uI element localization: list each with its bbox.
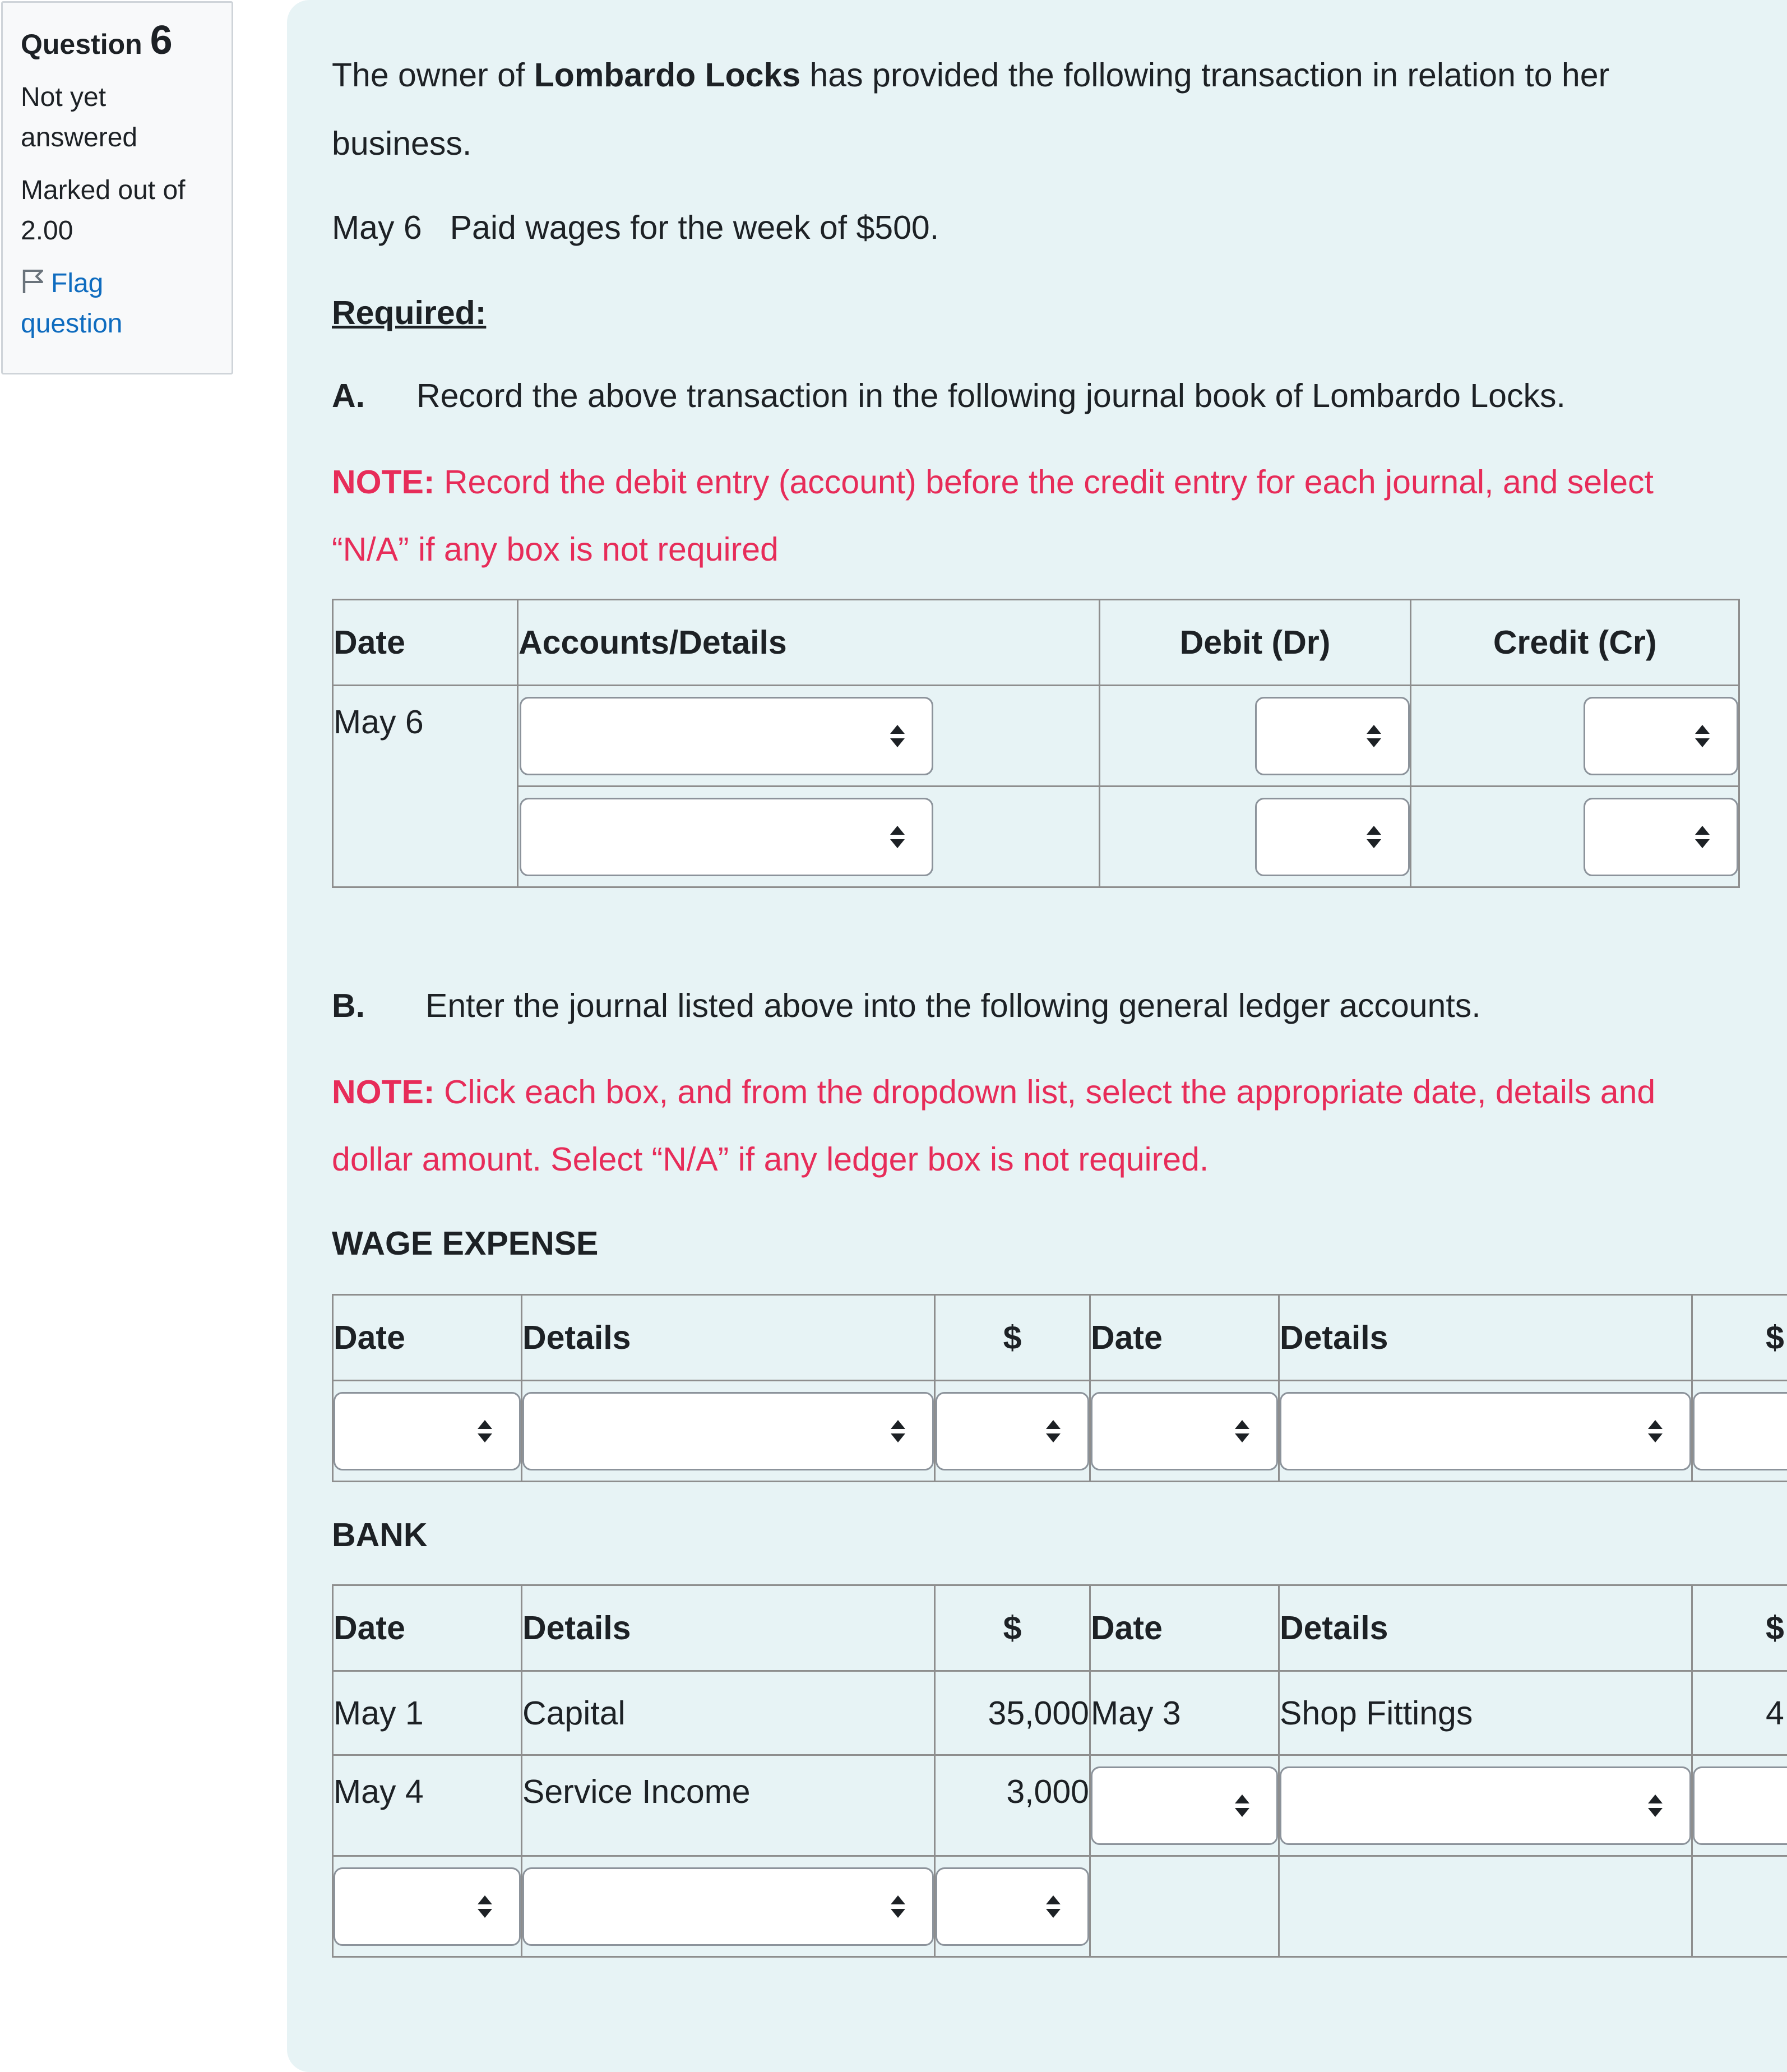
table-row bbox=[333, 1755, 1787, 1856]
journal-debit-select-1[interactable] bbox=[1255, 697, 1410, 775]
bank-header-date-right: Date bbox=[1090, 1585, 1279, 1671]
table-row bbox=[333, 1856, 1787, 1957]
bank-header-amount-right: $ bbox=[1692, 1585, 1787, 1671]
journal-table bbox=[332, 599, 1740, 888]
bank-header-details-right: Details bbox=[1279, 1585, 1692, 1671]
wage-expense-title: WAGE EXPENSE bbox=[332, 1225, 599, 1262]
part-a-note-line2: “N/A” if any box is not required bbox=[332, 531, 779, 568]
journal-account-select-2[interactable] bbox=[520, 798, 933, 876]
question-state: Not yet answered bbox=[21, 82, 138, 153]
select-arrows-icon bbox=[890, 1419, 906, 1444]
bank-row1-amount: 35,000 bbox=[935, 1671, 1090, 1755]
bank-row1-details: Capital bbox=[522, 1671, 935, 1755]
bank-row3-details-select[interactable] bbox=[522, 1867, 934, 1946]
part-b-note-line1: NOTE: Click each box, and from the dropdown list, select the appropriate date, details and bbox=[332, 1074, 1656, 1111]
question-info-panel bbox=[1, 1, 233, 374]
bank-row1-right-details: Shop Fittings bbox=[1279, 1671, 1692, 1755]
bank-header-date-left: Date bbox=[333, 1585, 522, 1671]
bank-row1-date: May 1 bbox=[333, 1671, 522, 1755]
bank-row3-amount-select[interactable] bbox=[936, 1867, 1089, 1946]
journal-header-debit: Debit (Dr) bbox=[1099, 600, 1411, 686]
select-arrows-icon bbox=[476, 1419, 493, 1444]
journal-header-accounts: Accounts/Details bbox=[518, 600, 1100, 686]
question-number: Question 6 bbox=[21, 18, 173, 63]
bank-row2-amount: 3,000 bbox=[935, 1755, 1090, 1856]
select-arrows-icon bbox=[1694, 724, 1711, 748]
intro-line1: The owner of Lombardo Locks has provided the following transaction in relation to her bbox=[332, 57, 1610, 94]
bank-row2-right-details-select[interactable] bbox=[1280, 1766, 1691, 1845]
bank-row3-right-details-empty bbox=[1279, 1856, 1692, 1957]
wage-amount-select-right[interactable] bbox=[1693, 1392, 1787, 1470]
journal-row-date: May 6 bbox=[333, 686, 518, 887]
journal-header-date: Date bbox=[333, 600, 518, 686]
bank-row3-right-amount-empty bbox=[1692, 1856, 1787, 1957]
journal-credit-select-1[interactable] bbox=[1584, 697, 1738, 775]
bank-row3-right-date-empty bbox=[1090, 1856, 1279, 1957]
select-arrows-icon bbox=[890, 1894, 906, 1919]
bank-row2-date: May 4 bbox=[333, 1755, 522, 1856]
question-grade: Marked out of 2.00 bbox=[21, 175, 186, 246]
bank-header-amount-left: $ bbox=[935, 1585, 1090, 1671]
select-arrows-icon bbox=[1694, 825, 1711, 849]
journal-account-select-1[interactable] bbox=[520, 697, 933, 775]
select-arrows-icon bbox=[1234, 1793, 1251, 1818]
wage-date-select-right[interactable] bbox=[1091, 1392, 1278, 1470]
flag-icon bbox=[21, 267, 45, 294]
flag-question-link[interactable]: Flag question bbox=[21, 269, 123, 339]
wage-header-details-right: Details bbox=[1279, 1295, 1692, 1381]
wage-header-amount-right: $ bbox=[1692, 1295, 1787, 1381]
select-arrows-icon bbox=[1365, 724, 1382, 748]
wage-details-select-left[interactable] bbox=[522, 1392, 934, 1470]
wage-details-select-right[interactable] bbox=[1280, 1392, 1691, 1470]
question-content bbox=[287, 0, 1787, 2072]
part-b-note-line2: dollar amount. Select “N/A” if any ledger box is not required. bbox=[332, 1141, 1209, 1178]
wage-header-details-left: Details bbox=[522, 1295, 935, 1381]
part-b-instruction: B. Enter the journal listed above into the following general ledger accounts. bbox=[332, 987, 1481, 1024]
bank-ledger bbox=[332, 1584, 1787, 1958]
journal-credit-select-2[interactable] bbox=[1584, 798, 1738, 876]
select-arrows-icon bbox=[1365, 825, 1382, 849]
select-arrows-icon bbox=[1647, 1793, 1664, 1818]
bank-title: BANK bbox=[332, 1516, 428, 1553]
part-a-instruction: A. Record the above transaction in the following journal book of Lombardo Locks. bbox=[332, 377, 1566, 414]
wage-header-date-right: Date bbox=[1090, 1295, 1279, 1381]
bank-row2-details: Service Income bbox=[522, 1755, 935, 1856]
wage-date-select-left[interactable] bbox=[334, 1392, 521, 1470]
wage-amount-select-left[interactable] bbox=[936, 1392, 1089, 1470]
select-arrows-icon bbox=[1045, 1419, 1062, 1444]
bank-row2-right-amount-select[interactable] bbox=[1693, 1766, 1787, 1845]
journal-debit-select-2[interactable] bbox=[1255, 798, 1410, 876]
part-a-note-line1: NOTE: Record the debit entry (account) before the credit entry for each journal, and select bbox=[332, 464, 1654, 501]
select-arrows-icon bbox=[889, 825, 906, 849]
bank-row3-date-select[interactable] bbox=[334, 1867, 521, 1946]
select-arrows-icon bbox=[889, 724, 906, 748]
required-heading: Required: bbox=[332, 294, 487, 331]
select-arrows-icon bbox=[1647, 1419, 1664, 1444]
bank-header-details-left: Details bbox=[522, 1585, 935, 1671]
select-arrows-icon bbox=[476, 1894, 493, 1919]
select-arrows-icon bbox=[1045, 1894, 1062, 1919]
transaction-line: May 6 Paid wages for the week of $500. bbox=[332, 209, 939, 246]
wage-header-date-left: Date bbox=[333, 1295, 522, 1381]
business-name: Lombardo Locks bbox=[534, 57, 801, 94]
wage-header-amount-left: $ bbox=[935, 1295, 1090, 1381]
bank-row1-right-date: May 3 bbox=[1090, 1671, 1279, 1755]
intro-line2: business. bbox=[332, 125, 472, 162]
table-row bbox=[333, 1671, 1787, 1755]
bank-row1-right-amount: 4 bbox=[1692, 1671, 1787, 1755]
bank-row2-right-date-select[interactable] bbox=[1091, 1766, 1278, 1845]
select-arrows-icon bbox=[1234, 1419, 1251, 1444]
journal-header-credit: Credit (Cr) bbox=[1411, 600, 1739, 686]
wage-expense-ledger bbox=[332, 1294, 1787, 1482]
